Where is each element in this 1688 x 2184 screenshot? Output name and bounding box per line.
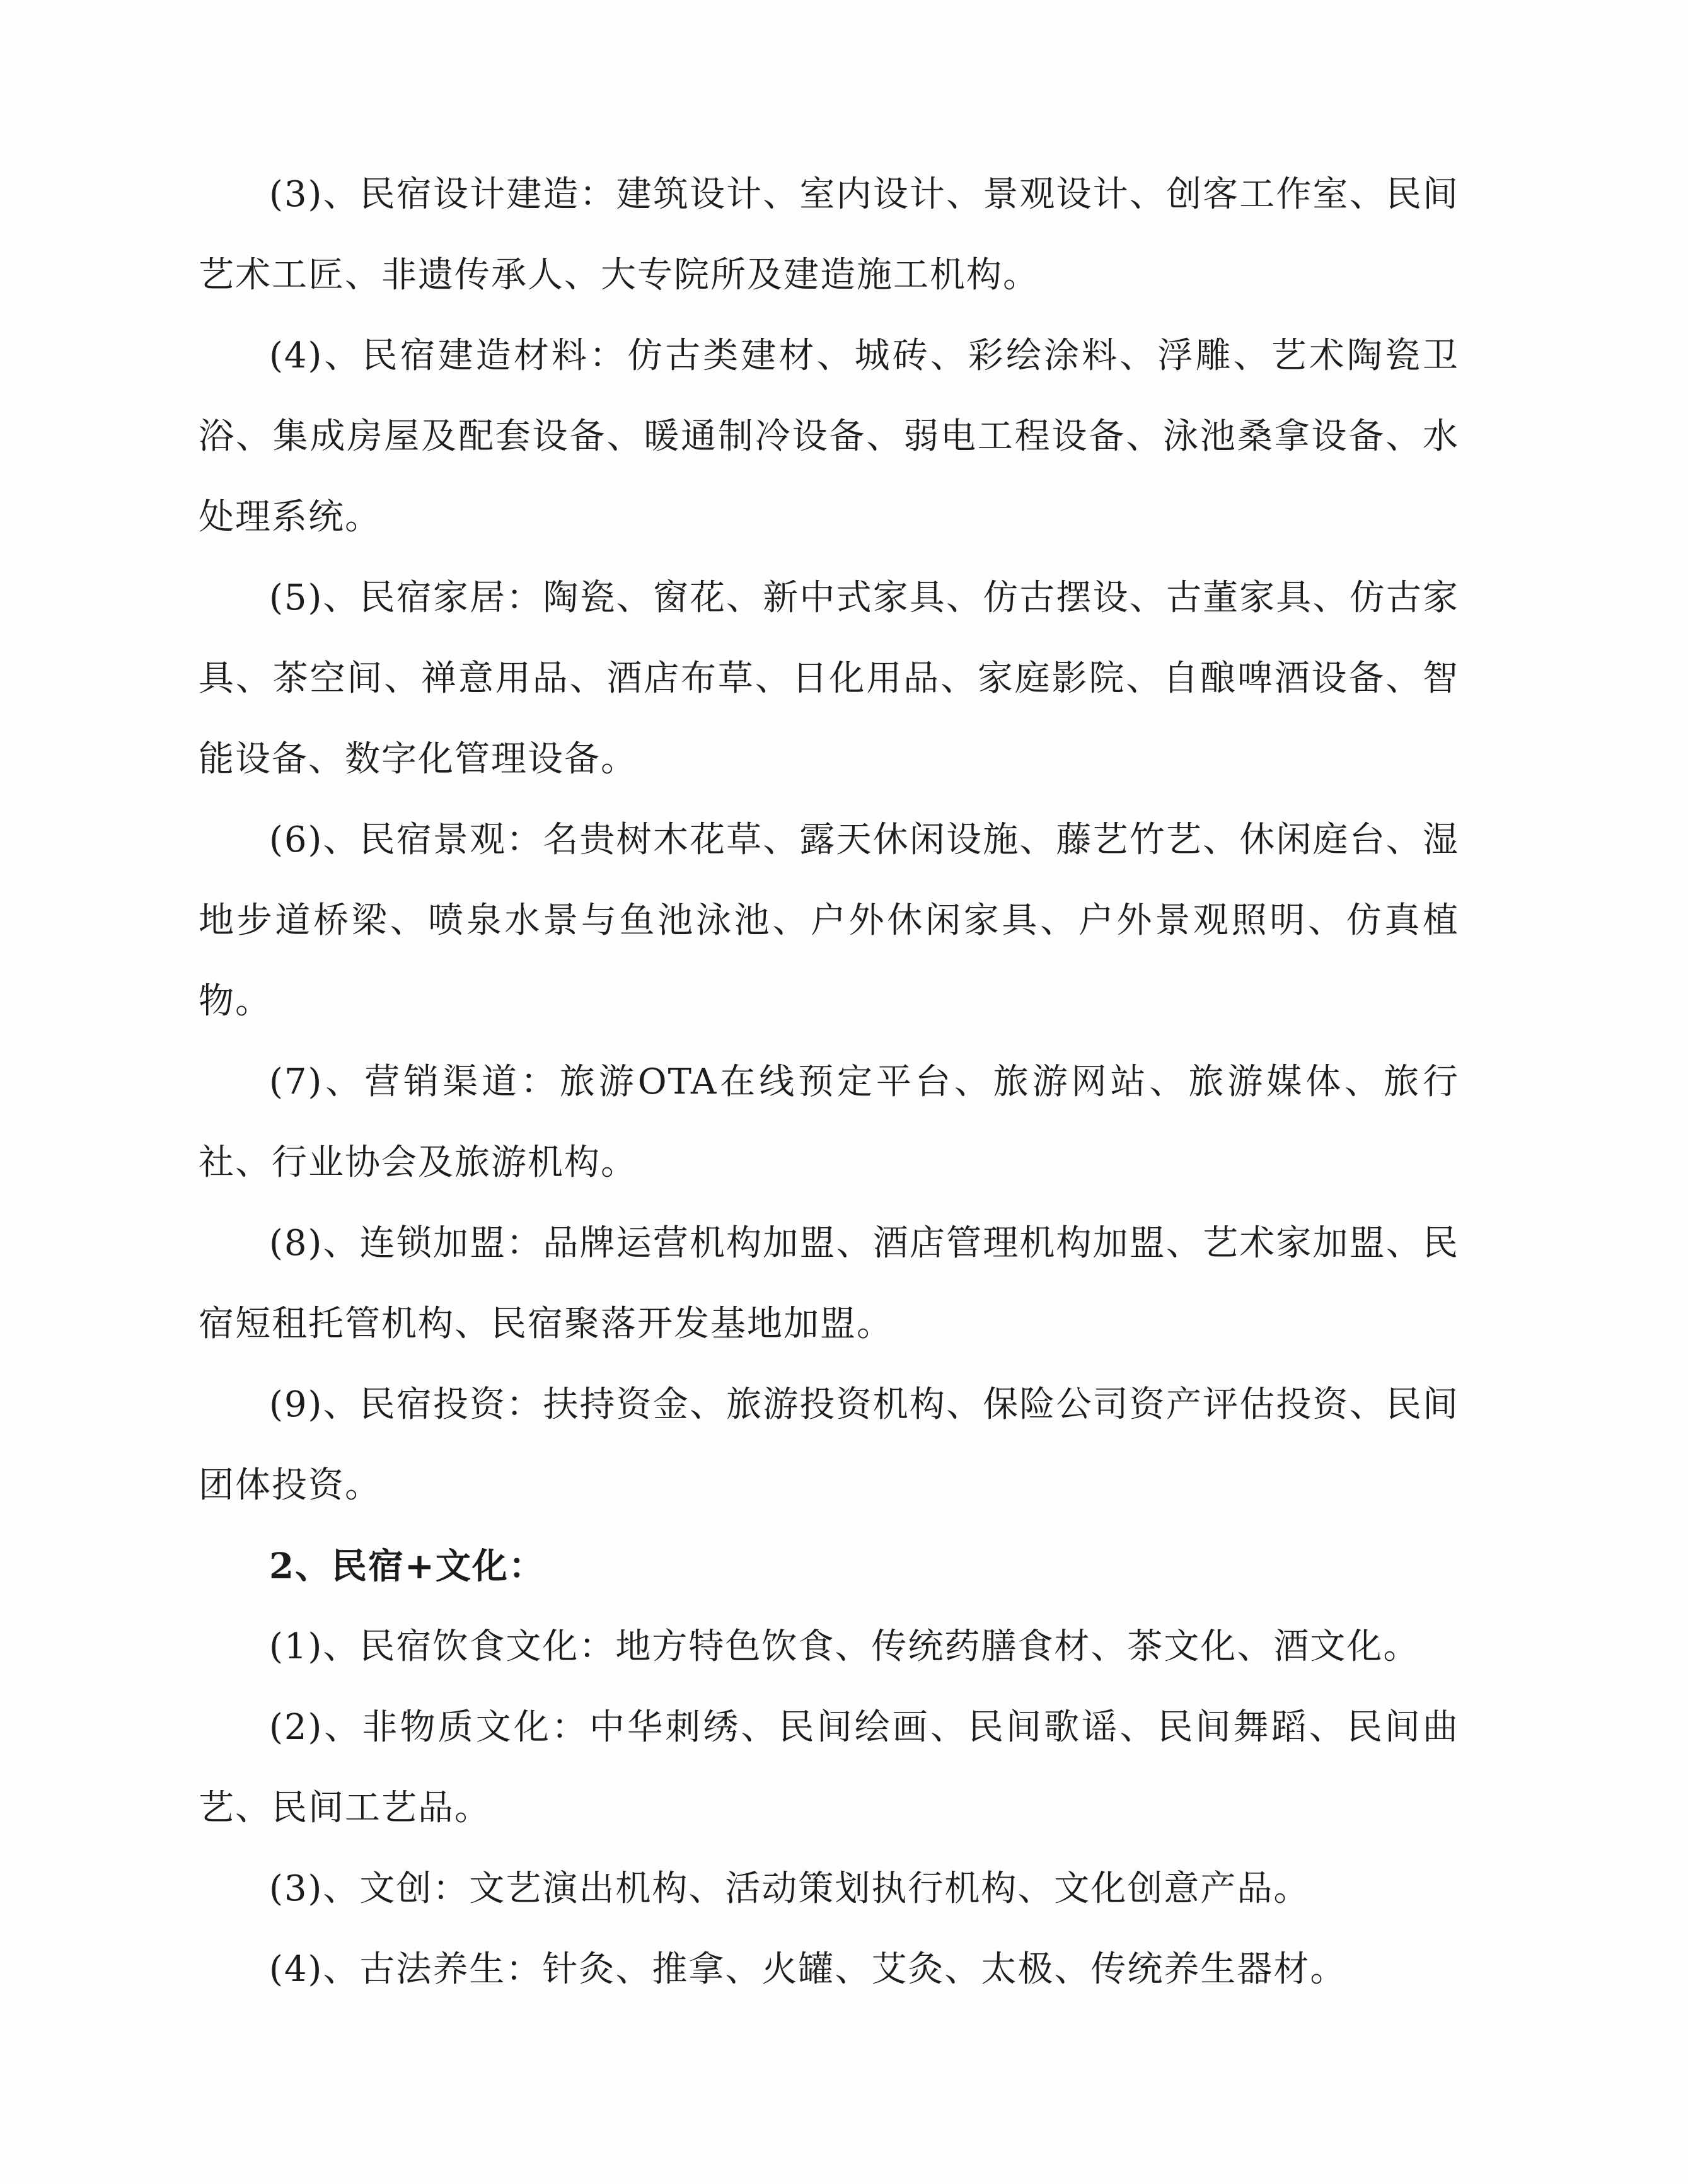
paragraph-traditional-health: (4)、古法养生：针灸、推拿、火罐、艾灸、太极、传统养生器材。: [269, 1949, 1347, 1990]
paragraph-home-furnishing: (5)、民宿家居：陶瓷、窗花、新中式家具、仿古摆设、古董家具、仿古家具、茶空间、禅意用品、酒店布草、日化用品、家庭影院、自酿啤酒设备、智能设备、数字化管理设备。: [199, 577, 1459, 780]
paragraph-design-construction: (3)、民宿设计建造：建筑设计、室内设计、景观设计、创客工作室、民间艺术工匠、非遗传承人、大专院所及建造施工机构。: [199, 174, 1459, 296]
paragraph-landscape: (6)、民宿景观：名贵树木花草、露天休闲设施、藤艺竹艺、休闲庭台、湿地步道桥梁、喷泉水景与鱼池泳池、户外休闲家具、户外景观照明、仿真植物。: [199, 819, 1459, 1022]
paragraph-marketing-channels: (7)、营销渠道：旅游OTA在线预定平台、旅游网站、旅游媒体、旅行社、行业协会及旅游机构。: [199, 1061, 1459, 1183]
paragraph-chain-franchise: (8)、连锁加盟：品牌运营机构加盟、酒店管理机构加盟、艺术家加盟、民宿短租托管机构、民宿聚落开发基地加盟。: [199, 1223, 1459, 1344]
paragraph-food-culture: (1)、民宿饮食文化：地方特色饮食、传统药膳食材、茶文化、酒文化。: [269, 1626, 1420, 1667]
document-body: [199, 154, 1459, 2010]
paragraph-cultural-creative: (3)、文创：文艺演出机构、活动策划执行机构、文化创意产品。: [269, 1868, 1310, 1909]
paragraph-intangible-culture: (2)、非物质文化：中华刺绣、民间绘画、民间歌谣、民间舞蹈、民间曲艺、民间工艺品。: [199, 1707, 1459, 1829]
paragraph-investment: (9)、民宿投资：扶持资金、旅游投资机构、保险公司资产评估投资、民间团体投资。: [199, 1384, 1459, 1506]
paragraph-building-materials: (4)、民宿建造材料：仿古类建材、城砖、彩绘涂料、浮雕、艺术陶瓷卫浴、集成房屋及配套设备、暖通制冷设备、弱电工程设备、泳池桑拿设备、水处理系统。: [199, 335, 1459, 538]
section-heading-culture: 2、民宿+文化：: [269, 1546, 545, 1587]
